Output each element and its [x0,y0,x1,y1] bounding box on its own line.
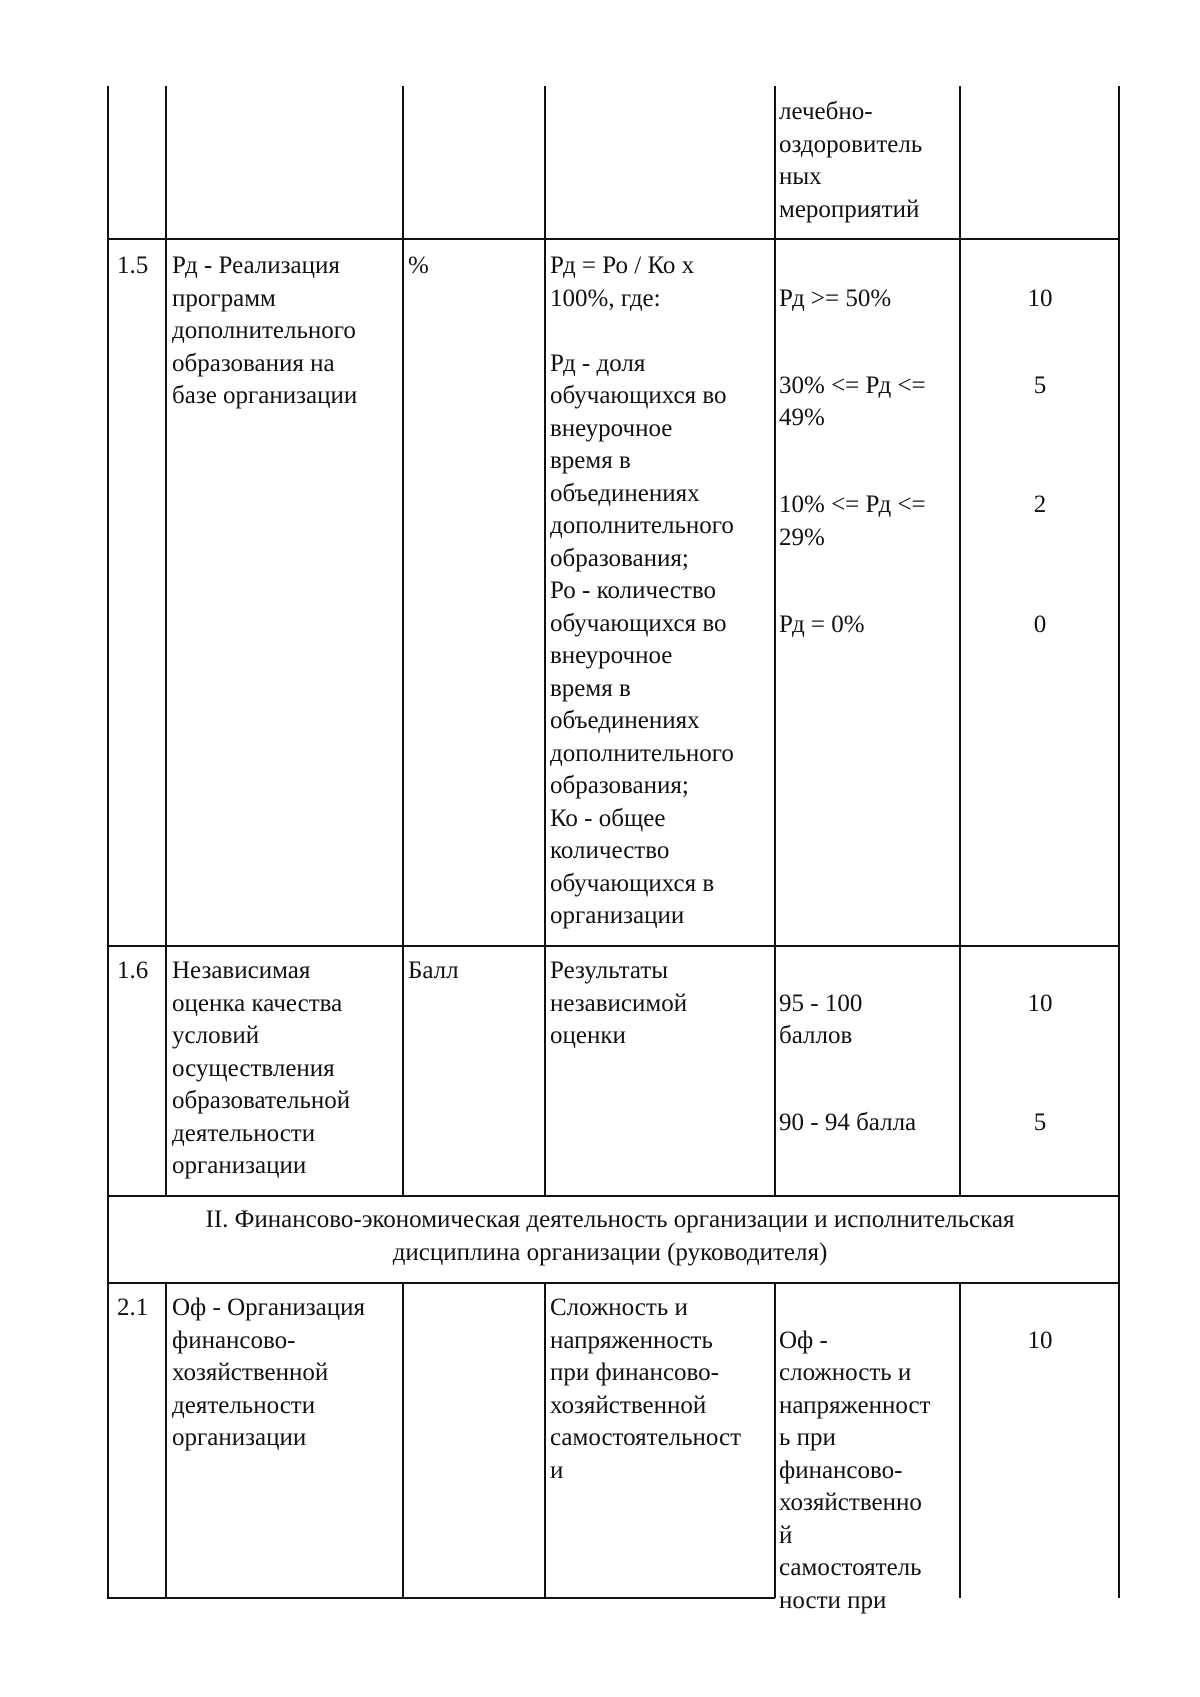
points-item: 5 [1033,1109,1047,1136]
indicator-cell: Рд - Реализация программ дополнительного образования на базе организации [172,252,358,409]
points-item: 10 [1027,1326,1053,1354]
criteria-item: 30% <= Рд <= 49% [779,371,926,431]
column-divider [1118,86,1120,1598]
criteria-cell [779,955,955,1172]
criteria-item: 95 - 100 баллов [779,989,863,1049]
points-cell [962,250,1118,674]
column-divider [959,86,961,1196]
points-item: 10 [1027,989,1053,1017]
row-divider [107,1195,1119,1197]
criteria-item: Рд >= 50% [779,284,892,312]
column-divider [774,1282,776,1598]
table-bottom-edge [107,1597,775,1599]
indicator-cell: Оф - Организация финансово- хозяйственной деятельности организации [172,1294,365,1451]
points-cell [962,1292,1118,1390]
criteria-item: 90 - 94 балла [779,1109,917,1136]
row-divider [107,945,1119,947]
section-heading: II. Финансово-экономическая деятельность организации и исполнительская дисциплина организации (руководителя) [205,1206,1015,1266]
unit-cell: Балл [408,957,459,984]
column-divider [402,1282,404,1598]
criteria-item: 10% <= Рд <= 29% [779,491,926,551]
formula-cell: Результаты независимой оценки [550,957,688,1049]
column-divider [774,86,776,1196]
criteria-cell [779,1292,955,1650]
row-number: 1.5 [117,252,149,279]
criteria-cell [779,250,955,674]
row-number: 1.6 [117,957,149,984]
formula-cell: Сложность и напряженность при финансово- хозяйственной самостоятельност и [550,1294,742,1484]
points-item: 0 [1033,610,1047,638]
points-cell [962,955,1118,1172]
indicator-cell: Независимая оценка качества условий осуществления образовательной деятельности организации [172,957,351,1179]
row-divider [107,238,1119,240]
row-divider [107,1282,1119,1284]
row-number: 2.1 [117,1294,149,1321]
criteria-item: Рд = 0% [779,610,865,638]
formula-cell: Рд = Ро / Ко x 100%, где: Рд - доля обучающихся во внеурочное время в объединениях дополнительного образования; Ро - количество обучающихся во внеурочное время в объединениях дополнительного образования; Ко - общее количество обучающихся в организации [550,252,734,929]
criteria-item: Оф - сложность и напряженност ь при финансово- хозяйственно й самостоятель ности при [779,1326,931,1614]
cont-criteria-cell: лечебно- оздоровитель ных мероприятий [779,98,923,223]
column-divider [165,86,167,1196]
column-divider [107,86,109,1598]
points-item: 2 [1033,491,1047,518]
column-divider [544,1282,546,1598]
unit-cell: % [408,252,429,279]
column-divider [165,1282,167,1598]
points-item: 5 [1033,371,1047,399]
points-item: 10 [1027,284,1053,312]
column-divider [402,86,404,1196]
column-divider [959,1282,961,1598]
column-divider [544,86,546,1196]
